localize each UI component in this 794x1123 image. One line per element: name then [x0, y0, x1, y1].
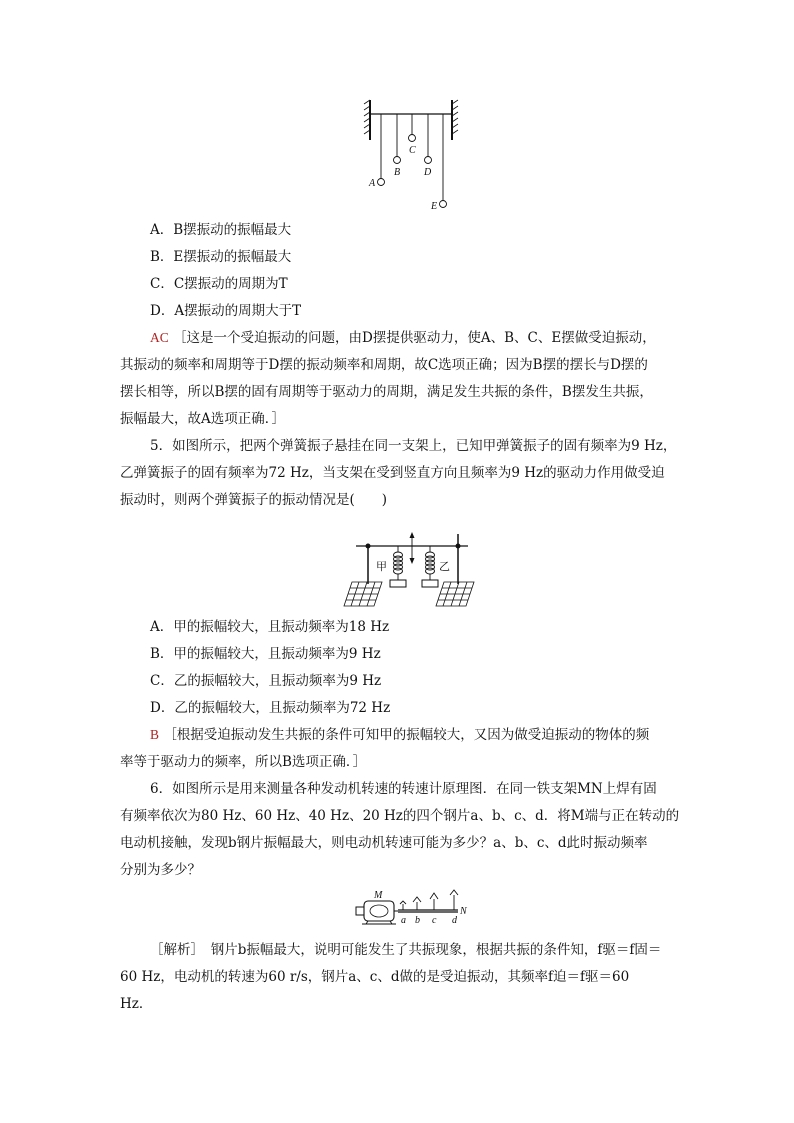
tachometer-label-d: d — [452, 915, 457, 926]
q6-solution-line-1: ［解析］ 钢片b振幅最大，说明可能发生了共振现象，根据共振的条件知，f驱＝f固＝ — [150, 942, 662, 958]
tachometer-label-c: c — [432, 915, 437, 926]
q5-explanation-line-1 — [150, 727, 649, 743]
tachometer-label-b: b — [415, 915, 420, 926]
q5-explanation-text-1: ［根据受迫振动发生共振的条件可知甲的振幅较大，又因为做受迫振动的物体的频 — [163, 727, 650, 743]
q6-solution-line-2: 60 Hz，电动机的转速为60 r/s，钢片a、c、d做的是受迫振动，其频率f迫＝f驱＝60 — [120, 969, 630, 985]
q4-option-c: C．C摆振动的周期为T — [150, 276, 288, 292]
q5-explanation-line-2: 率等于驱动力的频率，所以B选项正确．］ — [120, 754, 367, 770]
q5-answer-key: B — [150, 727, 160, 742]
pendulum-figure — [360, 98, 470, 213]
tachometer-label-a: a — [401, 915, 406, 926]
spring-oscillator-figure — [338, 524, 488, 610]
q5-option-d: D．乙的振幅较大，且振动频率为72 Hz — [150, 700, 391, 716]
q4-explanation-line-1 — [150, 330, 656, 346]
q4-option-a: A．B摆振动的振幅最大 — [150, 222, 292, 238]
pendulum-label-a: A — [369, 178, 376, 189]
tachometer-label-m: M — [374, 890, 383, 901]
q4-answer-key: AC — [150, 330, 169, 345]
q5-option-c: C．乙的振幅较大，且振动频率为9 Hz — [150, 673, 382, 689]
q4-explanation-text-1: ［这是一个受迫振动的问题，由D摆提供驱动力，使A、B、C、E摆做受迫振动， — [173, 330, 656, 346]
q6-stem-line-2: 有频率依次为80 Hz、60 Hz、40 Hz、20 Hz的四个钢片a、b、c、d．将M端与正在转动的 — [120, 808, 680, 824]
q4-option-d: D．A摆振动的周期大于T — [150, 303, 302, 319]
q5-option-a: A．甲的振幅较大，且振动频率为18 Hz — [150, 619, 390, 635]
q5-stem-line-2: 乙弹簧振子的固有频率为72 Hz，当支架在受到竖直方向且频率为9 Hz的驱动力作用做受迫 — [120, 465, 665, 481]
q5-stem-line-1: 5．如图所示，把两个弹簧振子悬挂在同一支架上，已知甲弹簧振子的固有频率为9 Hz， — [150, 438, 677, 454]
pendulum-label-d: D — [424, 167, 432, 178]
q4-option-b: B．E摆振动的振幅最大 — [150, 249, 292, 265]
q4-explanation-line-2: 其振动的频率和周期等于D摆的振动频率和周期，故C选项正确；因为B摆的摆长与D摆的 — [120, 357, 648, 373]
spring-label-jia: 甲 — [376, 560, 387, 573]
pendulum-label-c: C — [409, 145, 416, 156]
q4-explanation-line-3: 摆长相等，所以B摆的固有周期等于驱动力的周期，满足发生共振的条件，B摆发生共振， — [120, 384, 653, 400]
q4-explanation-line-4: 振幅最大，故A选项正确．］ — [120, 411, 285, 427]
tachometer-label-n: N — [460, 906, 467, 917]
q5-option-b: B．甲的振幅较大，且振动频率为9 Hz — [150, 646, 381, 662]
q6-stem-line-3: 电动机接触，发现b钢片振幅最大，则电动机转速可能为多少？a、b、c、d此时振动频率 — [120, 835, 648, 851]
pendulum-label-b: B — [394, 167, 401, 178]
q6-solution-line-3: Hz． — [120, 996, 153, 1012]
q6-stem-line-1: 6．如图所示是用来测量各种发动机转速的转速计原理图．在同一铁支架MN上焊有固 — [150, 781, 657, 797]
q5-stem-line-3: 振动时，则两个弹簧振子的振动情况是( ) — [120, 492, 388, 508]
tachometer-figure — [352, 890, 478, 930]
pendulum-label-e: E — [431, 201, 438, 212]
q6-stem-line-4: 分别为多少？ — [120, 862, 201, 878]
spring-label-yi: 乙 — [439, 560, 450, 573]
